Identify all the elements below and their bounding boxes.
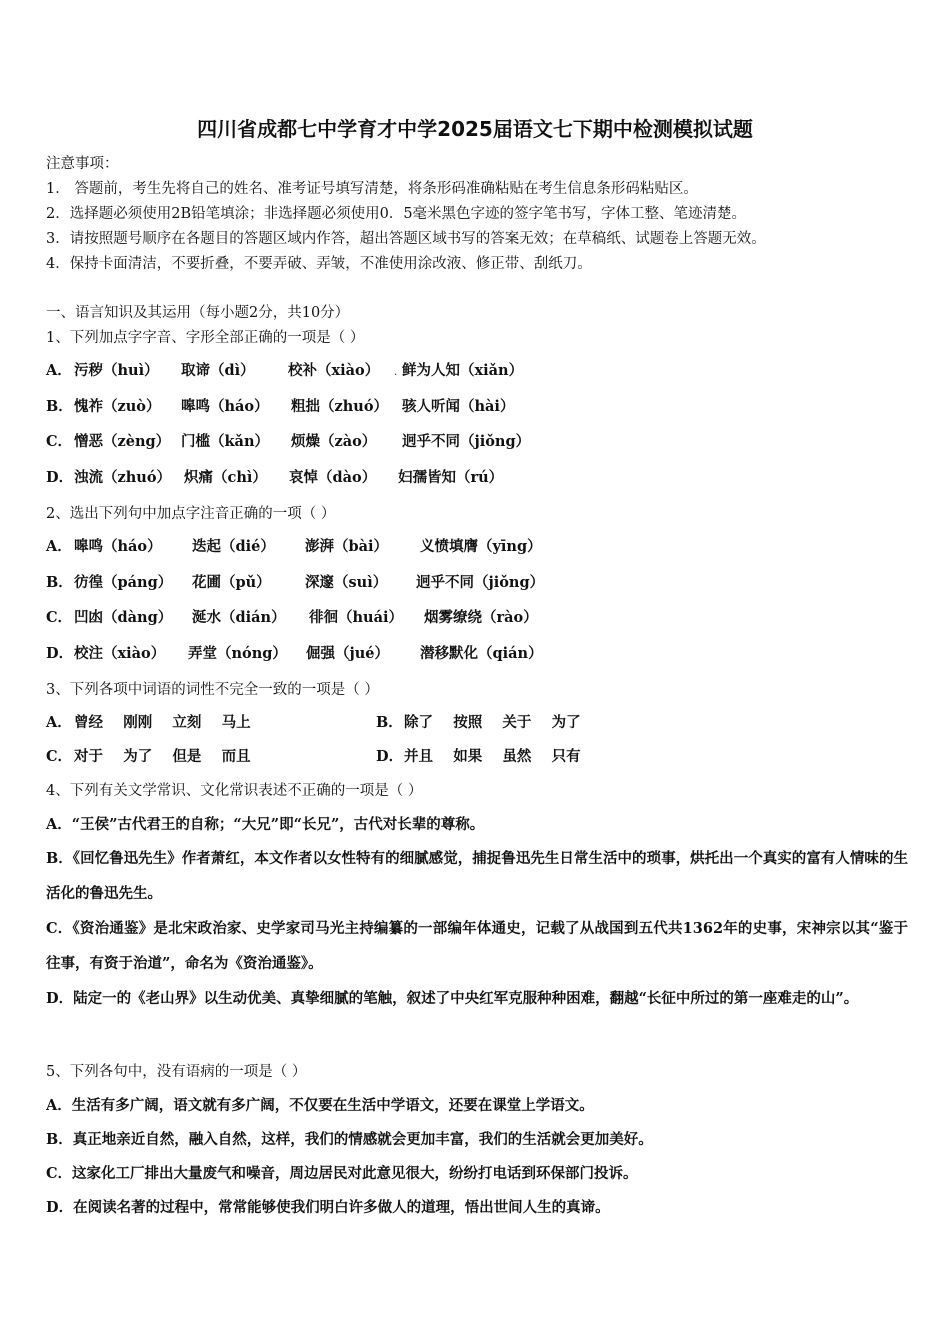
question-4-option-a: A．“王侯”古代君王的自称；“大兄”即“长兄”，古代对长辈的尊称。 xyxy=(46,816,485,833)
question-5-option-b: B．真正地亲近自然，融入自然，这样，我们的情感就会更加丰富，我们的生活就会更加美好。 xyxy=(46,1131,653,1148)
question-4-option-c: C．《资治通鉴》是北宋政治家、史学家司马光主持编纂的一部编年体通史，记载了从战国到五代共1362年的史事，宋神宗以其“鉴于往事，有资于治道”，命名为《资治通鉴》。 xyxy=(46,920,908,972)
exam-page: 四川省成都七中学育才中学2025届语文七下期中检测模拟试题 注意事项： 1． 答题前，考生先将自己的姓名、准考证号填写清楚，将条形码准确粘贴在考生信息条形码粘贴区。 2．选择题必须使用2B铅笔填涂；非选择题必须使用0．5毫米黑色字迹的签字笔书写，字体工整、笔迹清楚。 3．请按照题号顺序在各题目的答题区域内作答，超出答题区域书写的答案无效；在草稿纸、试题卷上答题无效。 4．保持卡面清洁，不要折叠，不要弄破、弄皱，不准使用涂改液、修正带、刮纸刀。 一、语言知识及其运用（每小题2分，共10分） 1、下列加点字字音、字形全部正确的一项是（ ） A． 污秽（huì） 取谛（dì） 校补（xiào） . 鲜为人知（xiǎn） B． 愧祚（zuò） 嗥鸣（háo） 粗拙（zhuó） 骇人听闻（hài） C． 憎恶（zèng） 门槛（kǎn） 烦燥（zào） 迥乎不同（jiǒng） D． 浊流（zhuó） 炽痛（chì） 哀悼（dào） 妇孺皆知（rú） 2、选出下列句中加点字注音正确的一项（ ） A． 嗥鸣（háo） 迭起（dié） 澎湃（bài） 义愤填膺（yīng） B． 彷徨（páng） 花圃（pǔ） 深邃（suì） 迥乎不同（jiǒng） C． 凹凼（dàng） 涎水（dián） 徘徊（huái） 烟雾缭绕（rào） D． 校注（xiào） 弄堂（nóng） 倔强（jué） 潜移默化（qián） 3、下列各项中词语的词性不完全一致的一项是（ ） A． 曾经 刚刚 立刻 马上 B． 除了 按照 关于 为了 C． 对于 为了 但是 而且 D． 并且 如果 虽然 只有 4、下列有关文学常识、文化常识表述不正确的一项是（ ） A．“王侯”古代君王的自称；“大兄”即“长兄”，古代对长辈的尊称。 B．《回忆鲁迅先生》作者萧红，本文作者以女性特有的细腻感觉，捕捉鲁迅先生日常生活中的琐事，烘托出一个真实的富有人情味的生活化的鲁迅先生。 C．《资治通鉴》是北宋政治家、史学家司马光主持编纂的一部编年体通史，记载了从战国到五代共1362年的史事，宋神宗以其“鉴于往事，有资于治道”，命名为《资治通鉴》。 D．陆定一的《老山界》以生动优美、真挚细腻的笔触，叙述了中央红军克服种种困难，翻越“长征中所过的第一座难走的山”。 5、下列各句中，没有语病的一项是（ ） A．生活有多广阔，语文就有多广阔，不仅要在生活中学语文，还要在课堂上学语文。 B．真正地亲近自然，融入自然，这样，我们的情感就会更加丰富，我们的生活就会更加美好。 C．这家化工厂排出大量废气和噪音，周边居民对此意见很大，纷纷打电话到环保部门投诉。 D．在阅读名著的过程中，常常能够使我们明白许多做人的道理，悟出世间人生的真谛。 xyxy=(0,0,950,1344)
notice-item: 1． 答题前，考生先将自己的姓名、准考证号填写清楚，将条形码准确粘贴在考生信息条形码粘贴区。 xyxy=(46,181,698,197)
question-4-option-d: D．陆定一的《老山界》以生动优美、真挚细腻的笔触，叙述了中央红军克服种种困难，翻越“长征中所过的第一座难走的山”。 xyxy=(46,990,859,1007)
section-heading: 一、语言知识及其运用（每小题2分，共10分） xyxy=(46,305,350,321)
question-5-option-c: C．这家化工厂排出大量废气和噪音，周边居民对此意见很大，纷纷打电话到环保部门投诉。 xyxy=(46,1165,638,1182)
notice-item: 3．请按照题号顺序在各题目的答题区域内作答，超出答题区域书写的答案无效；在草稿纸、试题卷上答题无效。 xyxy=(46,231,766,247)
question-5-stem: 5、下列各句中，没有语病的一项是（ ） xyxy=(46,1064,307,1080)
notice-heading: 注意事项： xyxy=(46,156,119,172)
question-2-stem: 2、选出下列句中加点字注音正确的一项（ ） xyxy=(46,506,336,522)
question-4-stem: 4、下列有关文学常识、文化常识表述不正确的一项是（ ） xyxy=(46,783,423,799)
question-4-option-b: B．《回忆鲁迅先生》作者萧红，本文作者以女性特有的细腻感觉，捕捉鲁迅先生日常生活中的琐事，烘托出一个真实的富有人情味的生活化的鲁迅先生。 xyxy=(46,850,908,902)
question-5-option-a: A．生活有多广阔，语文就有多广阔，不仅要在生活中学语文，还要在课堂上学语文。 xyxy=(46,1097,594,1114)
emphasis-dot: . xyxy=(394,367,398,378)
question-1-stem: 1、下列加点字字音、字形全部正确的一项是（ ） xyxy=(46,330,365,346)
question-5-option-d: D．在阅读名著的过程中，常常能够使我们明白许多做人的道理，悟出世间人生的真谛。 xyxy=(46,1199,610,1216)
notice-item: 4．保持卡面清洁，不要折叠，不要弄破、弄皱，不准使用涂改液、修正带、刮纸刀。 xyxy=(46,256,592,272)
page-title: 四川省成都七中学育才中学2025届语文七下期中检测模拟试题 xyxy=(197,117,753,141)
question-3-stem: 3、下列各项中词语的词性不完全一致的一项是（ ） xyxy=(46,682,379,698)
notice-item: 2．选择题必须使用2B铅笔填涂；非选择题必须使用0．5毫米黑色字迹的签字笔书写，字体工整、笔迹清楚。 xyxy=(46,206,747,222)
